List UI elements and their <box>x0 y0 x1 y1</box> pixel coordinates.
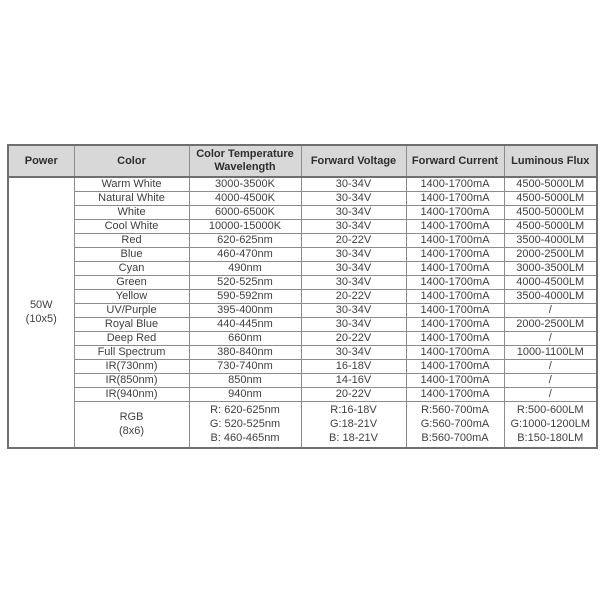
cell-current: 1400-1700mA <box>406 290 504 304</box>
cell-current: 1400-1700mA <box>406 234 504 248</box>
table-row <box>8 192 597 206</box>
cell-voltage: 20-22V <box>301 388 406 402</box>
cell-flux: 4000-4500LM <box>504 276 597 290</box>
table-row <box>8 262 597 276</box>
cell-voltage: 20-22V <box>301 234 406 248</box>
cell-color: Royal Blue <box>74 318 189 332</box>
power-config: (10x5) <box>25 313 57 326</box>
cell-color: White <box>74 206 189 220</box>
table-row <box>8 276 597 290</box>
cell-current: 1400-1700mA <box>406 220 504 234</box>
cell-flux: 4500-5000LM <box>504 177 597 192</box>
cell-wavelength: 660nm <box>189 332 301 346</box>
cell-flux: 4500-5000LM <box>504 192 597 206</box>
cell-color: Warm White <box>74 177 189 192</box>
cell-color: Green <box>74 276 189 290</box>
cell-color: IR(940nm) <box>74 388 189 402</box>
cell-voltage: 30-34V <box>301 276 406 290</box>
cell-flux: 1000-1100LM <box>504 346 597 360</box>
table-row <box>8 290 597 304</box>
cell-current: 1400-1700mA <box>406 192 504 206</box>
table-row <box>8 332 597 346</box>
table-row-rgb <box>8 402 597 448</box>
cell-wavelength: 850nm <box>189 374 301 388</box>
rgb-flux-b: B:150-180LM <box>517 432 584 445</box>
table-row <box>8 304 597 318</box>
cell-flux: 3500-4000LM <box>504 234 597 248</box>
table-row <box>8 374 597 388</box>
rgb-wavelength-r: R: 620-625nm <box>210 404 280 417</box>
cell-voltage: 30-34V <box>301 177 406 192</box>
power-cell <box>8 177 74 448</box>
header-voltage: Forward Voltage <box>301 145 406 177</box>
cell-wavelength: 4000-4500K <box>189 192 301 206</box>
cell-flux: 4500-5000LM <box>504 220 597 234</box>
cell-current: 1400-1700mA <box>406 262 504 276</box>
table-row <box>8 234 597 248</box>
cell-voltage <box>301 402 406 448</box>
cell-color: Blue <box>74 248 189 262</box>
table-row <box>8 318 597 332</box>
rgb-wavelength-b: B: 460-465nm <box>210 432 280 445</box>
cell-color: IR(850nm) <box>74 374 189 388</box>
cell-current: 1400-1700mA <box>406 388 504 402</box>
cell-color: Deep Red <box>74 332 189 346</box>
cell-current: 1400-1700mA <box>406 318 504 332</box>
cell-wavelength: 6000-6500K <box>189 206 301 220</box>
cell-current: 1400-1700mA <box>406 276 504 290</box>
rgb-config: (8x6) <box>118 425 145 438</box>
cell-color: Natural White <box>74 192 189 206</box>
cell-wavelength: 590-592nm <box>189 290 301 304</box>
cell-voltage: 20-22V <box>301 290 406 304</box>
cell-voltage: 30-34V <box>301 346 406 360</box>
cell-current: 1400-1700mA <box>406 304 504 318</box>
cell-wavelength: 3000-3500K <box>189 177 301 192</box>
table-row <box>8 248 597 262</box>
cell-flux: 2000-2500LM <box>504 248 597 262</box>
cell-wavelength: 460-470nm <box>189 248 301 262</box>
cell-current: 1400-1700mA <box>406 346 504 360</box>
cell-wavelength: 10000-15000K <box>189 220 301 234</box>
rgb-voltage-r: R:16-18V <box>330 404 377 417</box>
cell-voltage: 30-34V <box>301 206 406 220</box>
cell-color: Full Spectrum <box>74 346 189 360</box>
cell-color: Cool White <box>74 220 189 234</box>
header-current: Forward Current <box>406 145 504 177</box>
cell-voltage: 30-34V <box>301 248 406 262</box>
cell-wavelength: 490nm <box>189 262 301 276</box>
cell-voltage: 16-18V <box>301 360 406 374</box>
cell-current: 1400-1700mA <box>406 248 504 262</box>
cell-flux: / <box>504 388 597 402</box>
header-row <box>8 145 597 177</box>
cell-flux: 3500-4000LM <box>504 290 597 304</box>
cell-wavelength: 620-625nm <box>189 234 301 248</box>
table-row <box>8 360 597 374</box>
cell-flux: 4500-5000LM <box>504 206 597 220</box>
cell-voltage: 20-22V <box>301 332 406 346</box>
led-spec-table <box>7 144 598 449</box>
table-row <box>8 388 597 402</box>
cell-flux: / <box>504 374 597 388</box>
rgb-flux-r: R:500-600LM <box>516 404 584 417</box>
cell-flux: / <box>504 332 597 346</box>
header-wavelength: Color Temperature Wavelength <box>189 145 301 177</box>
rgb-current-b: B:560-700mA <box>421 432 489 445</box>
cell-voltage: 30-34V <box>301 262 406 276</box>
rgb-label: RGB <box>119 411 144 424</box>
cell-voltage: 30-34V <box>301 318 406 332</box>
cell-color: UV/Purple <box>74 304 189 318</box>
cell-wavelength: 395-400nm <box>189 304 301 318</box>
rgb-current-r: R:560-700mA <box>421 404 489 417</box>
cell-color <box>74 402 189 448</box>
cell-wavelength: 440-445nm <box>189 318 301 332</box>
cell-color: Cyan <box>74 262 189 276</box>
cell-voltage: 30-34V <box>301 192 406 206</box>
cell-flux: / <box>504 360 597 374</box>
cell-current: 1400-1700mA <box>406 374 504 388</box>
cell-current: 1400-1700mA <box>406 360 504 374</box>
rgb-current-g: G:560-700mA <box>420 418 490 431</box>
cell-current: 1400-1700mA <box>406 177 504 192</box>
cell-voltage: 30-34V <box>301 304 406 318</box>
cell-current: 1400-1700mA <box>406 332 504 346</box>
cell-flux: / <box>504 304 597 318</box>
cell-current: 1400-1700mA <box>406 206 504 220</box>
table-row <box>8 220 597 234</box>
cell-current <box>406 402 504 448</box>
rgb-wavelength-g: G: 520-525nm <box>209 418 281 431</box>
header-color: Color <box>74 145 189 177</box>
table-row <box>8 346 597 360</box>
cell-wavelength: 520-525nm <box>189 276 301 290</box>
header-flux: Luminous Flux <box>504 145 597 177</box>
cell-wavelength: 380-840nm <box>189 346 301 360</box>
power-value: 50W <box>29 299 53 312</box>
cell-wavelength <box>189 402 301 448</box>
rgb-voltage-g: G:18-21V <box>329 418 378 431</box>
table-row <box>8 206 597 220</box>
rgb-flux-g: G:1000-1200LM <box>510 418 590 431</box>
table-row <box>8 177 597 192</box>
cell-wavelength: 730-740nm <box>189 360 301 374</box>
cell-flux <box>504 402 597 448</box>
cell-wavelength: 940nm <box>189 388 301 402</box>
cell-color: IR(730nm) <box>74 360 189 374</box>
cell-color: Red <box>74 234 189 248</box>
cell-color: Yellow <box>74 290 189 304</box>
header-power: Power <box>8 145 74 177</box>
cell-voltage: 30-34V <box>301 220 406 234</box>
cell-flux: 3000-3500LM <box>504 262 597 276</box>
cell-voltage: 14-16V <box>301 374 406 388</box>
cell-flux: 2000-2500LM <box>504 318 597 332</box>
rgb-voltage-b: B: 18-21V <box>329 432 378 445</box>
